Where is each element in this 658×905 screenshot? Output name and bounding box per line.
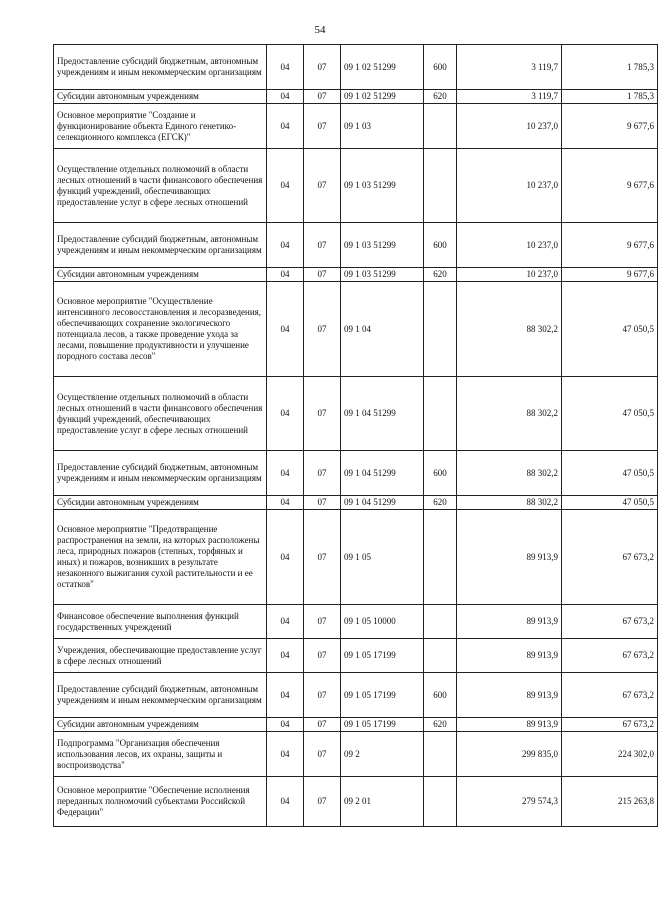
table-row [54,223,658,268]
row-section-cell: 04 [267,451,304,496]
row-amount-1-cell: 89 913,9 [457,673,562,718]
row-target-article-cell: 09 1 02 51299 [341,45,424,90]
row-amount-1-cell: 3 119,7 [457,90,562,104]
row-expense-type-cell: 620 [424,90,457,104]
row-name-cell: Основное мероприятие "Создание и функционирование объекта Единого генетико-селекционного комплекса (ЕГСК)" [54,104,267,149]
row-subsection-cell: 07 [304,149,341,223]
row-amount-1-cell: 89 913,9 [457,605,562,639]
row-section-cell: 04 [267,496,304,510]
row-section-cell: 04 [267,718,304,732]
row-section-cell: 04 [267,777,304,827]
row-name-cell: Предоставление субсидий бюджетным, автономным учреждениям и иным некоммерческим организациям [54,673,267,718]
row-subsection-cell: 07 [304,377,341,451]
row-section-cell: 04 [267,104,304,149]
row-target-article-cell: 09 1 04 [341,282,424,377]
row-subsection-cell: 07 [304,510,341,605]
row-section-cell: 04 [267,223,304,268]
row-name-cell: Осуществление отдельных полномочий в области лесных отношений в части финансового обеспечения функций учреждений, обеспечивающих предоставление услуг в сфере лесных отношений [54,149,267,223]
row-expense-type-cell: 600 [424,223,457,268]
row-name-cell: Предоставление субсидий бюджетным, автономным учреждениям и иным некоммерческим организациям [54,223,267,268]
row-expense-type-cell [424,510,457,605]
row-amount-2-cell: 47 050,5 [562,377,658,451]
row-amount-2-cell: 67 673,2 [562,639,658,673]
row-target-article-cell: 09 2 [341,732,424,777]
row-amount-2-cell: 1 785,3 [562,45,658,90]
row-amount-2-cell: 9 677,6 [562,149,658,223]
table-row [54,639,658,673]
budget-table-body [54,45,658,827]
row-expense-type-cell: 600 [424,451,457,496]
row-target-article-cell: 09 1 05 [341,510,424,605]
row-amount-1-cell: 10 237,0 [457,268,562,282]
row-target-article-cell: 09 1 05 17199 [341,673,424,718]
row-subsection-cell: 07 [304,605,341,639]
row-amount-2-cell: 1 785,3 [562,90,658,104]
table-row [54,777,658,827]
page-number: 54 [314,24,326,36]
row-name-cell: Осуществление отдельных полномочий в области лесных отношений в части финансового обеспечения функций учреждений, обеспечивающих предоставление услуг в сфере лесных отношений [54,377,267,451]
row-target-article-cell: 09 1 03 51299 [341,268,424,282]
row-amount-2-cell: 67 673,2 [562,718,658,732]
row-subsection-cell: 07 [304,673,341,718]
row-section-cell: 04 [267,45,304,90]
row-target-article-cell: 09 1 05 17199 [341,639,424,673]
row-name-cell: Предоставление субсидий бюджетным, автономным учреждениям и иным некоммерческим организациям [54,45,267,90]
table-row [54,377,658,451]
row-amount-1-cell: 88 302,2 [457,282,562,377]
row-amount-1-cell: 89 913,9 [457,639,562,673]
row-name-cell: Основное мероприятие "Предотвращение распространения на земли, на которых расположены леса, природных пожаров (степных, торфяных и иных) и пожаров, возникших в результате незаконного выжигания сухой растительности и ее остатков" [54,510,267,605]
row-name-cell: Основное мероприятие "Обеспечение исполнения переданных полномочий субъектами Российской Федерации" [54,777,267,827]
row-amount-2-cell: 47 050,5 [562,451,658,496]
row-section-cell: 04 [267,282,304,377]
row-subsection-cell: 07 [304,718,341,732]
row-amount-2-cell: 9 677,6 [562,223,658,268]
row-name-cell: Субсидии автономным учреждениям [54,268,267,282]
table-row [54,718,658,732]
row-amount-2-cell: 67 673,2 [562,510,658,605]
row-expense-type-cell: 620 [424,268,457,282]
row-expense-type-cell [424,377,457,451]
row-section-cell: 04 [267,510,304,605]
row-expense-type-cell [424,605,457,639]
row-amount-2-cell: 215 263,8 [562,777,658,827]
row-expense-type-cell [424,282,457,377]
row-amount-1-cell: 88 302,2 [457,451,562,496]
table-row [54,673,658,718]
row-subsection-cell: 07 [304,223,341,268]
row-target-article-cell: 09 1 02 51299 [341,90,424,104]
row-amount-1-cell: 279 574,3 [457,777,562,827]
table-row [54,605,658,639]
row-section-cell: 04 [267,377,304,451]
table-row [54,451,658,496]
row-subsection-cell: 07 [304,282,341,377]
row-name-cell: Субсидии автономным учреждениям [54,90,267,104]
row-expense-type-cell: 620 [424,718,457,732]
table-row [54,104,658,149]
row-section-cell: 04 [267,90,304,104]
table-row [54,510,658,605]
row-subsection-cell: 07 [304,777,341,827]
row-target-article-cell: 09 1 04 51299 [341,496,424,510]
row-amount-1-cell: 10 237,0 [457,223,562,268]
row-target-article-cell: 09 1 04 51299 [341,377,424,451]
row-subsection-cell: 07 [304,90,341,104]
row-name-cell: Подпрограмма "Организация обеспечения использования лесов, их охраны, защиты и воспроизводства" [54,732,267,777]
row-expense-type-cell [424,149,457,223]
row-name-cell: Основное мероприятие "Осуществление интенсивного лесовосстановления и лесоразведения, обеспечивающих сохранение экологического потенциала лесов, а также проведение ухода за лесами, повышение продуктивности и улучшение породного состава лесов" [54,282,267,377]
row-amount-1-cell: 88 302,2 [457,377,562,451]
row-amount-1-cell: 10 237,0 [457,149,562,223]
table-row [54,268,658,282]
row-subsection-cell: 07 [304,639,341,673]
row-expense-type-cell: 600 [424,45,457,90]
row-target-article-cell: 09 1 03 51299 [341,149,424,223]
row-amount-2-cell: 67 673,2 [562,673,658,718]
row-expense-type-cell [424,639,457,673]
row-name-cell: Предоставление субсидий бюджетным, автономным учреждениям и иным некоммерческим организациям [54,451,267,496]
row-amount-1-cell: 3 119,7 [457,45,562,90]
row-section-cell: 04 [267,268,304,282]
table-row [54,282,658,377]
row-target-article-cell: 09 1 05 17199 [341,718,424,732]
row-amount-2-cell: 47 050,5 [562,282,658,377]
row-target-article-cell: 09 2 01 [341,777,424,827]
row-amount-1-cell: 89 913,9 [457,510,562,605]
row-amount-2-cell: 9 677,6 [562,104,658,149]
row-target-article-cell: 09 1 03 [341,104,424,149]
row-amount-1-cell: 88 302,2 [457,496,562,510]
row-expense-type-cell [424,732,457,777]
row-subsection-cell: 07 [304,268,341,282]
table-row [54,149,658,223]
table-row [54,90,658,104]
row-name-cell: Субсидии автономным учреждениям [54,496,267,510]
row-name-cell: Финансовое обеспечение выполнения функций государственных учреждений [54,605,267,639]
row-section-cell: 04 [267,639,304,673]
row-section-cell: 04 [267,732,304,777]
row-amount-1-cell: 10 237,0 [457,104,562,149]
row-expense-type-cell [424,777,457,827]
row-subsection-cell: 07 [304,496,341,510]
row-subsection-cell: 07 [304,732,341,777]
row-target-article-cell: 09 1 05 10000 [341,605,424,639]
row-amount-2-cell: 67 673,2 [562,605,658,639]
budget-table [53,44,658,827]
row-name-cell: Субсидии автономным учреждениям [54,718,267,732]
row-expense-type-cell: 600 [424,673,457,718]
row-subsection-cell: 07 [304,45,341,90]
row-section-cell: 04 [267,673,304,718]
table-row [54,732,658,777]
row-subsection-cell: 07 [304,451,341,496]
row-amount-2-cell: 9 677,6 [562,268,658,282]
row-amount-2-cell: 47 050,5 [562,496,658,510]
row-amount-1-cell: 299 835,0 [457,732,562,777]
table-row [54,496,658,510]
row-subsection-cell: 07 [304,104,341,149]
row-amount-2-cell: 224 302,0 [562,732,658,777]
row-name-cell: Учреждения, обеспечивающие предоставление услуг в сфере лесных отношений [54,639,267,673]
row-expense-type-cell [424,104,457,149]
row-section-cell: 04 [267,605,304,639]
row-target-article-cell: 09 1 04 51299 [341,451,424,496]
row-section-cell: 04 [267,149,304,223]
table-row [54,45,658,90]
row-expense-type-cell: 620 [424,496,457,510]
row-target-article-cell: 09 1 03 51299 [341,223,424,268]
row-amount-1-cell: 89 913,9 [457,718,562,732]
